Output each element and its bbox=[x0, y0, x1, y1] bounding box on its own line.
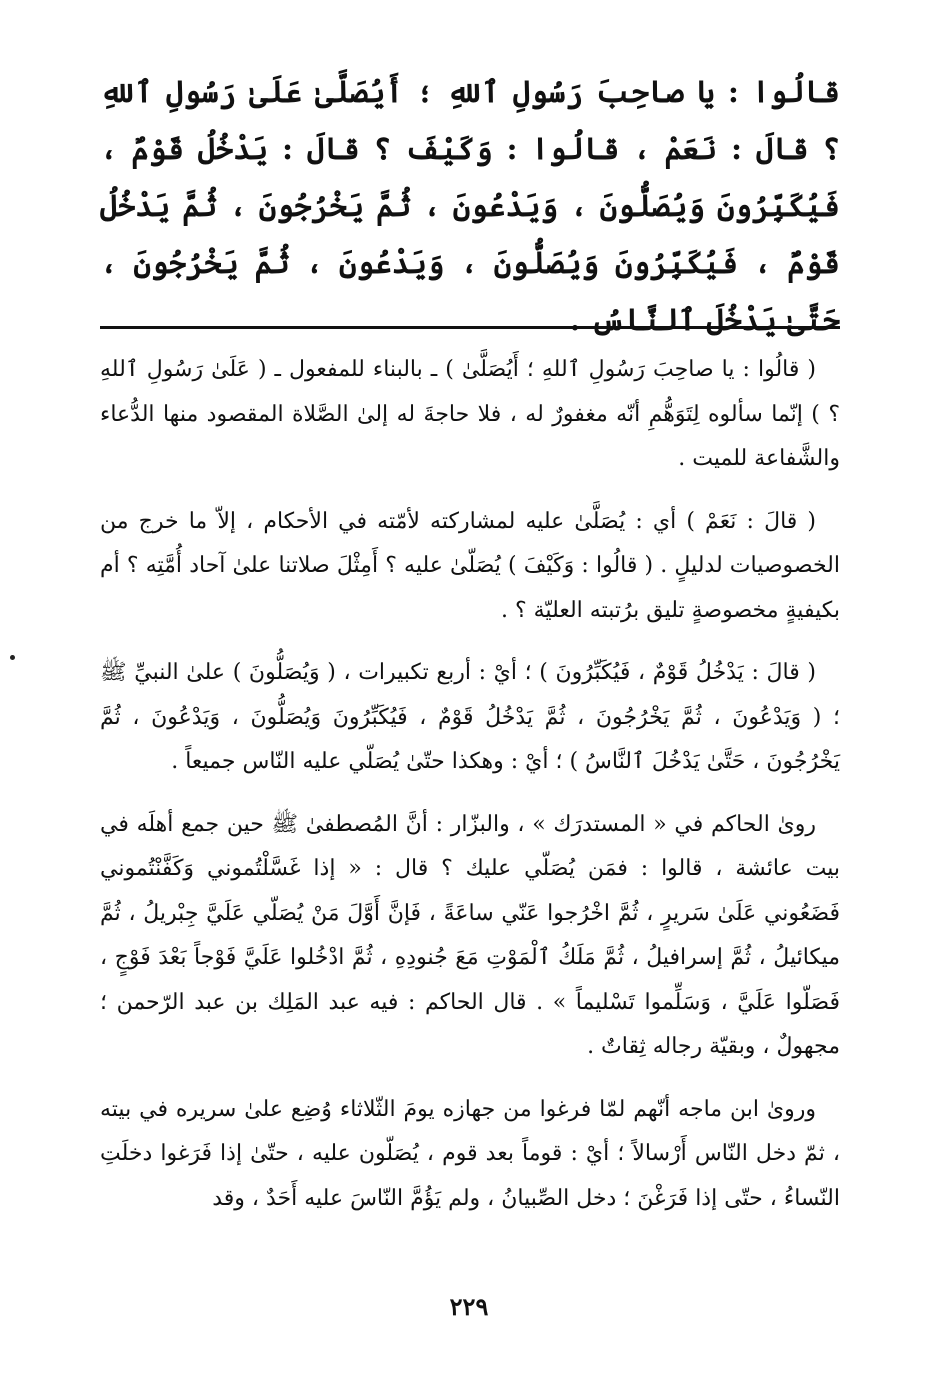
margin-dot bbox=[10, 655, 15, 660]
separator-line bbox=[100, 326, 840, 329]
commentary-paragraph-1: ( قالُوا : يا صاحِبَ رَسُولِ ٱللهِ ؛ أَيُصَلَّىٰ ) ـ بالبناء للمفعول ـ ( عَلَىٰ رَسُولِ ٱللهِ ؟ ) إنّما سألوه لِتَوَهُّمِ أنّه مغفورٌ له ، فلا حاجةَ له إلىٰ الصَّلاة المقصود منها الدُّعاء والشَّفاعة للميت . bbox=[100, 357, 840, 471]
commentary-paragraph-4: روىٰ الحاكم في « المستدرَك » ، والبزّار : أنَّ المُصطفىٰ ﷺ حين جمع أهلَه في بيت عائشة ، قالوا : فمَن يُصَلّي عليك ؟ قال : « إذا غَسَّلْتُموني وَكَفَّنْتُموني فَضَعُوني عَلَىٰ سَريرٍ ، ثُمَّ اخْرُجوا عَنّي ساعَةً ، فَإنَّ أَوَّلَ مَنْ يُصَلّي عَلَيَّ جِبْريلُ ، ثُمَّ ميكائيلُ ، ثُمَّ إسرافيلُ ، ثُمَّ مَلَكُ ٱلْمَوْتِ مَعَ جُنودِهِ ، ثُمَّ ادْخُلوا عَلَيَّ فَوْجاً بَعْدَ فَوْجٍ ، فَصَلّوا عَلَيَّ ، وَسَلِّموا تَسْليماً » . قال الحاكم : فيه عبد المَلِك بن عبد الرّحمن ؛ مجهولٌ ، وبقيّة رجاله ثِقاتٌ . bbox=[100, 811, 840, 1059]
hadith-text-block bbox=[100, 64, 840, 349]
commentary-block bbox=[100, 348, 840, 1239]
commentary-paragraph-2: ( قالَ : نَعَمْ ) أي : يُصَلَّىٰ عليه لمشاركته لأمّته في الأحكام ، إلاّ ما خرج من الخصوصيات لدليلٍ . ( قالُوا : وَكَيْفَ ) يُصَلّىٰ عليه ؟ أَمِثْلَ صلاتنا علىٰ آحاد أُمَّتِه ؟ أم بكيفيةٍ مخصوصةٍ تليق برُتبته العليّة ؟ . bbox=[100, 508, 840, 623]
commentary-paragraph-5: وروىٰ ابن ماجه أنّهم لمّا فرغوا من جهازه يومَ الثّلاثاء وُضِع علىٰ سريره في بيته ، ثمّ دخل النّاس أَرْسالاً ؛ أيْ : قوماً بعد قوم ، يُصَلّون عليه ، حتّىٰ إذا فَرَغوا دخلَتِ النّساءُ ، حتّى إذا فَرَغْنَ ؛ دخل الصِّبيانُ ، ولم يَؤُمَّ النّاسَ عليه أَحَدٌ ، وقد bbox=[100, 1096, 840, 1211]
hadith-paragraph: قالُوا : يا صاحِبَ رَسُولِ ٱللهِ ؛ أَيُصَلَّىٰ عَلَىٰ رَسُولِ ٱللهِ ؟ قالَ : نَعَمْ ، قالُوا : وَكَيْفَ ؟ قالَ : يَدْخُلُ قَوْمٌ ، فَيُكَبِّرُونَ وَيُصَلُّونَ ، وَيَدْعُونَ ، ثُمَّ يَخْرُجُونَ ، ثُمَّ يَدْخُلُ قَوْمٌ ، فَيُكَبِّرُونَ وَيُصَلُّونَ ، وَيَدْعُونَ ، ثُمَّ يَخْرُجُونَ ، حَتَّىٰ يَدْخُلَ ٱلنَّاسُ . bbox=[100, 75, 840, 338]
page-number: ٢٢٩ bbox=[449, 1292, 489, 1321]
commentary-paragraph-3: ( قالَ : يَدْخُلُ قَوْمٌ ، فَيُكَبِّرُونَ ) ؛ أيْ : أربع تكبيرات ، ( وَيُصَلُّونَ ) علىٰ النبيِّ ﷺ ؛ ( وَيَدْعُونَ ، ثُمَّ يَخْرُجُونَ ، ثُمَّ يَدْخُلُ قَوْمٌ ، فَيُكَبِّرُونَ وَيُصَلُّونَ ، وَيَدْعُونَ ، ثُمَّ يَخْرُجُونَ ، حَتَّىٰ يَدْخُلَ ٱلنَّاسُ ) ؛ أيْ : وهكذا حتّىٰ يُصَلّي عليه النّاس جميعاً . bbox=[100, 660, 840, 774]
